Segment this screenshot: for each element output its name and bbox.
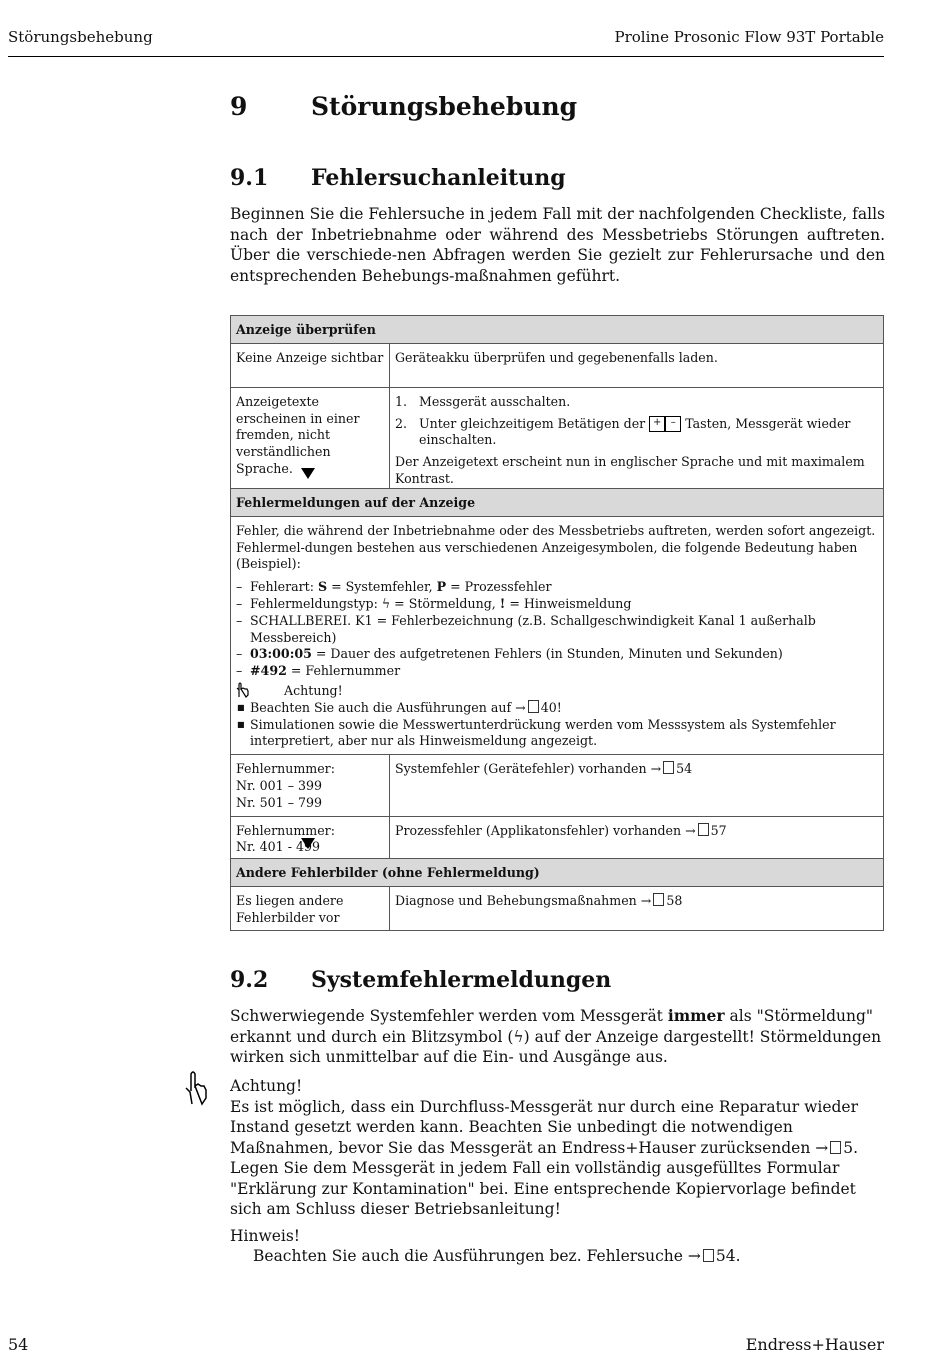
chapter-heading: 9 Störungsbehebung	[230, 92, 578, 121]
table-cell: Anzeigetexte erscheinen in einer fremden, nicht verständlichen Sprache.	[231, 387, 390, 492]
section-heading-9-1: 9.1 Fehlersuchanleitung	[230, 165, 566, 191]
page-number: 54	[8, 1335, 29, 1354]
table-fehlermeldungen	[230, 488, 884, 861]
page-ref-icon	[653, 893, 664, 906]
table-cell: Systemfehler (Gerätefehler) vorhanden → 54	[390, 755, 884, 816]
page-ref-icon	[528, 700, 539, 713]
header-rule	[8, 56, 884, 57]
table-cell: Fehlernummer: Nr. 401 - 499	[231, 816, 390, 861]
table-cell: Fehlernummer: Nr. 001 – 399 Nr. 501 – 799	[231, 755, 390, 816]
page-ref-icon	[663, 761, 674, 774]
down-arrow-icon	[301, 838, 315, 849]
minus-key-icon: –	[665, 416, 681, 432]
achtung-block: Achtung! Es ist möglich, dass ein Durchfluss-Messgerät nur durch eine Reparatur wieder Instand gesetzt werden kann. Beachten Sie unbedingt die notwendigen Maßnahmen, bevor Sie das Messgerät an Endress+Hauser zurücksenden → 5. Legen Sie dem Messgerät in jedem Fall ein vollständig ausgefülltes Formular "Erklärung zur Kontamination" bei. Eine entsprechende Kopiervorlage befindet sich am Schluss dieser Betriebsanleitung! Hinweis! Beachten Sie auch die Ausführungen bez. Fehlersuche → 54.	[230, 1077, 859, 1265]
table-cell: Diagnose und Behebungsmaßnahmen → 58	[390, 886, 884, 931]
table-header: Andere Fehlerbilder (ohne Fehlermeldung)	[231, 859, 884, 887]
table-cell: Prozessfehler (Applikatonsfehler) vorhanden → 57	[390, 816, 884, 861]
systemfehler-paragraph: Schwerwiegende Systemfehler werden vom Messgerät immer als "Störmeldung" erkannt und durch ein Blitzsymbol (ϟ) auf der Anzeige dargestellt! Störmeldungen wirken sich unmittelbar auf die Ein- und Ausgänge aus.	[230, 1006, 882, 1066]
page-ref-icon	[830, 1141, 841, 1154]
lightning-icon: ϟ	[513, 1027, 524, 1046]
table-cell: 1. Messgerät ausschalten. 2. Unter gleichzeitigem Betätigen der + – Tasten, Messgerät wieder einschalten. Der Anzeigetext erscheint nun in englischer Sprache und mit maximalem Kontrast.	[390, 387, 884, 492]
table-cell: Keine Anzeige sichtbar	[231, 343, 390, 387]
table-header: Anzeige überprüfen	[231, 316, 884, 344]
table-anzeige	[230, 315, 884, 493]
table-cell: Geräteakku überprüfen und gegebenenfalls laden.	[390, 343, 884, 387]
table-cell: Fehler, die während der Inbetriebnahme oder des Messbetriebs auftreten, werden sofort angezeigt. Fehlermel-dungen bestehen aus verschiedenen Anzeigesymbolen, die folgende Bedeutung haben (Beispiel): – Fehlerart: S = Systemfehler, P = Prozessfehler – Fehlermeldungstyp: ϟ = Störmeldung, ! = Hinweismeldung – SCHALLBEREI. K1 = Fehlerbezeichnung (z.B. Schallgeschwindigkeit Kanal 1 außerhalb Messbereich) – 03:00:05 = Dauer des aufgetretenen Fehlers (in Stunden, Minuten und Sekunden) – #492 = Fehlernummer Achtung! ■ Beachten Sie auch die Ausführungen auf → 40! ■ Simulationen sowie die Messwertunterdrückung werden vom Messsystem als Systemfehler interpretiert, aber nur als Hinweismeldung angezeigt.	[231, 516, 884, 754]
table-andere-fehlerbilder	[230, 858, 884, 931]
lightning-icon: ϟ	[381, 595, 391, 611]
running-header-left: Störungsbehebung	[8, 28, 153, 46]
page-ref-icon	[698, 823, 709, 836]
pointing-hand-icon	[236, 682, 250, 698]
page-ref-icon	[703, 1249, 714, 1262]
table-cell: Es liegen andere Fehlerbilder vor	[231, 886, 390, 931]
down-arrow-icon	[301, 468, 315, 479]
section-heading-9-2: 9.2 Systemfehlermeldungen	[230, 967, 612, 993]
intro-paragraph: Beginnen Sie die Fehlersuche in jedem Fall mit der nachfolgenden Checkliste, falls nach der Inbetriebnahme oder während des Messbetriebs Störungen auftreten. Über die verschiede-nen Abfragen werden Sie gezielt zur Fehlerursache und den entsprechenden Behebungs-maßnahmen geführt.	[230, 205, 885, 285]
plus-key-icon: +	[649, 416, 665, 432]
running-header-right: Proline Prosonic Flow 93T Portable	[614, 28, 884, 46]
pointing-hand-icon	[184, 1070, 208, 1106]
table-header: Fehlermeldungen auf der Anzeige	[231, 489, 884, 517]
footer-brand: Endress+Hauser	[745, 1335, 884, 1354]
